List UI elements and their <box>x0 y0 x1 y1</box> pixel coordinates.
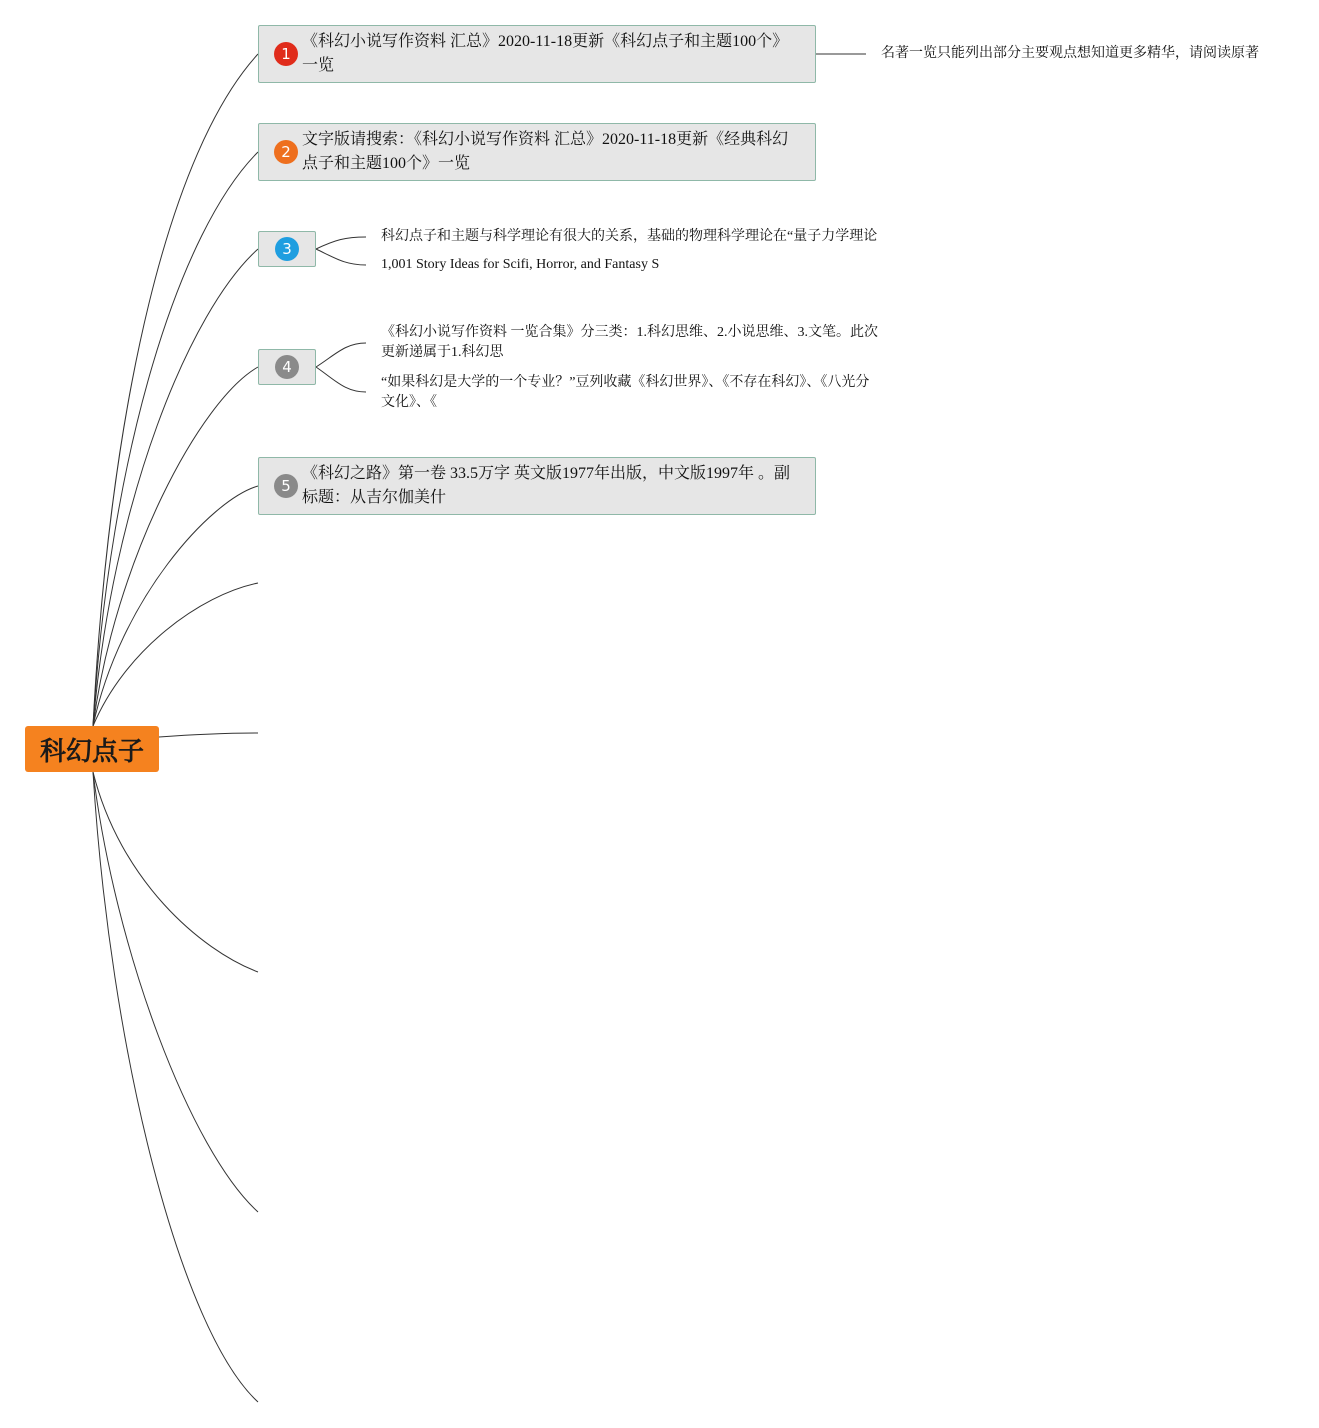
subtopic-4-1[interactable]: 《科幻小说写作资料 一览合集》分三类：1.科幻思维、2.小说思维、3.文笔。此次更新递属于1.科幻思 <box>381 325 878 360</box>
connector-branch-10 <box>93 772 258 1402</box>
connector-topic-1 <box>93 54 258 726</box>
topic-2-text: 文字版请搜索：《科幻小说写作资料 汇总》2020-11-18更新《经典科幻点子和主题100个》一览 <box>302 131 789 172</box>
root-topic[interactable]: 科幻点子 <box>25 726 159 772</box>
priority-4-icon: 4 <box>275 355 299 379</box>
connector-topic-4 <box>93 367 258 726</box>
connector-sub-3b <box>316 249 366 265</box>
connector-sub-4a <box>316 343 366 367</box>
connector-sub-4b <box>316 367 366 392</box>
subtopic-4-2[interactable]: “如果科幻是大学的一个专业？”豆列收藏《科幻世界》、《不存在科幻》、《八光分文化》、《 <box>381 375 870 410</box>
priority-2-icon: 2 <box>274 140 298 164</box>
subtopic-3-1[interactable]: 科幻点子和主题与科学理论有很大的关系，基础的物理科学理论在“量子力学理论 <box>381 229 878 244</box>
connector-branch-8 <box>93 772 258 972</box>
connector-sub-3a <box>316 237 366 249</box>
connector-branch-7 <box>159 733 258 737</box>
topic-5-text: 《科幻之路》第一卷 33.5万字 英文版1977年出版，中文版1997年 。副标题：从吉尔伽美什 <box>302 465 791 506</box>
topic-1-text: 《科幻小说写作资料 汇总》2020-11-18更新《科幻点子和主题100个》一览 <box>302 33 789 74</box>
priority-3-icon: 3 <box>275 237 299 261</box>
subtopic-1-1[interactable]: 名著一览只能列出部分主要观点想知道更多精华，请阅读原著 <box>881 46 1259 61</box>
connector-branch-6 <box>93 583 258 726</box>
priority-1-icon: 1 <box>274 42 298 66</box>
topic-3[interactable] <box>258 231 316 267</box>
topic-2[interactable] <box>258 123 816 181</box>
topic-1[interactable] <box>258 25 816 83</box>
connector-topic-3 <box>93 249 258 726</box>
connector-topic-5 <box>93 486 258 726</box>
priority-5-icon: 5 <box>274 474 298 498</box>
subtopic-3-2[interactable]: 1,001 Story Ideas for Scifi, Horror, and Fantasy S <box>381 257 660 272</box>
topic-5[interactable] <box>258 457 816 515</box>
topic-4[interactable] <box>258 349 316 385</box>
connector-topic-2 <box>93 152 258 726</box>
